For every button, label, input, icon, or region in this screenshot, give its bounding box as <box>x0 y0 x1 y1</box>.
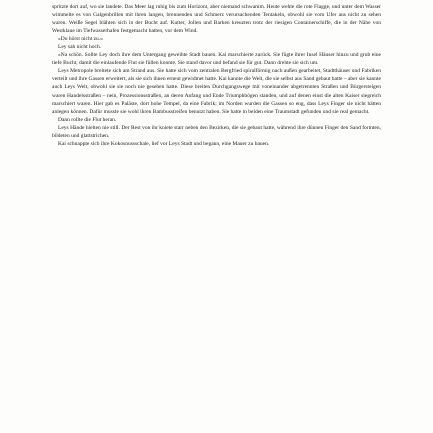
paragraph: Kai schnappte sich ihre Kokosnussschale, lief vor Leys Stadt und begann, eine Mauer zu bauen. <box>58 140 270 147</box>
text-column <box>52 3 381 148</box>
paragraph: »Du hörst nicht zu.« <box>58 36 103 43</box>
paragraph: Dann rollte die Flut heran. <box>58 116 117 123</box>
paragraph: Ley sah nicht hoch. <box>58 44 102 51</box>
paragraph: Leys Metropole breitete sich am Strand aus. Sie hatte sich vom zentralen Bergfried spiralförmig nach außen gearbeitet, Stadtthäuser und Fabriken verteilt und ihre Gassen erweitert, als sie sich ihnen erneut gewidmet hatte. Kai kannte die Welt, die sie selbst aus Sand gebaut hatte – aber sie kannte auch Leys Welt, obwohl sie sie noch nie gesehen hatte. Diese breiten Durchgangswege mit voneinander abgetrennten Straßen und Bürgersteigen waren Handelsstraßen – nein, Prozessionsstraßen, an deren Anfang und Ende Triumphbögen standen, und auf denen einst die alten Kaiser siegreich marschiert waren. Hier gab es Paläste, dort hohe Tempel, da eine Fabrik; im Norden wurden die Gassen so eng, dass Leys Finger sie nicht hätten anlegen können. Dafür musste sie wohl ihren Bambusstreifen benutzt haben. Sie hatte in beiden eine Traumstadt gefunden und sie real gemacht. <box>52 68 381 115</box>
paragraph: Leys Hände hielten nie still. Der Rest von ihr kniete starr neben den Bezirken, die sie gebaut hatte, während ihre dünnen Finger den Sand formten, bildeten und glattstrichen. <box>52 124 381 139</box>
paragraph: spritzte dort auf, wo sie landete. Das Meer lag ruhig bis zum Horizont, aber niemand schwamm. Heute wehte die rote Flagge, und unter dem Wasser wimmelte es von Galgenbrillen mit ihren langen, brennenden und Schmerz verursachenden Tentakeln, obwohl sie vom Ufer aus nicht zu sehen waren. Weiße Segel blähten sich in der Bucht auf. Kutter, Jollen und Barken kreuzten trotz der riesigen Containerschiffe, die in der Nähe von Westklaue im Tiefwasserhafen festgemacht hatten, vor dem Wind. <box>52 4 381 35</box>
paragraph: »Na schön. Sollte Ley doch ihre dem Untergang geweihte Stadt bauen. Kai marschierte zurück. Sie fügte ihrer Insel Häuser hinzu und grub eine tiefe Bucht, damit die einlaufende Flut sie füllen konnte. Sie stand davor und befand sie für gut. Dann drehte sie sich um. <box>52 52 381 67</box>
